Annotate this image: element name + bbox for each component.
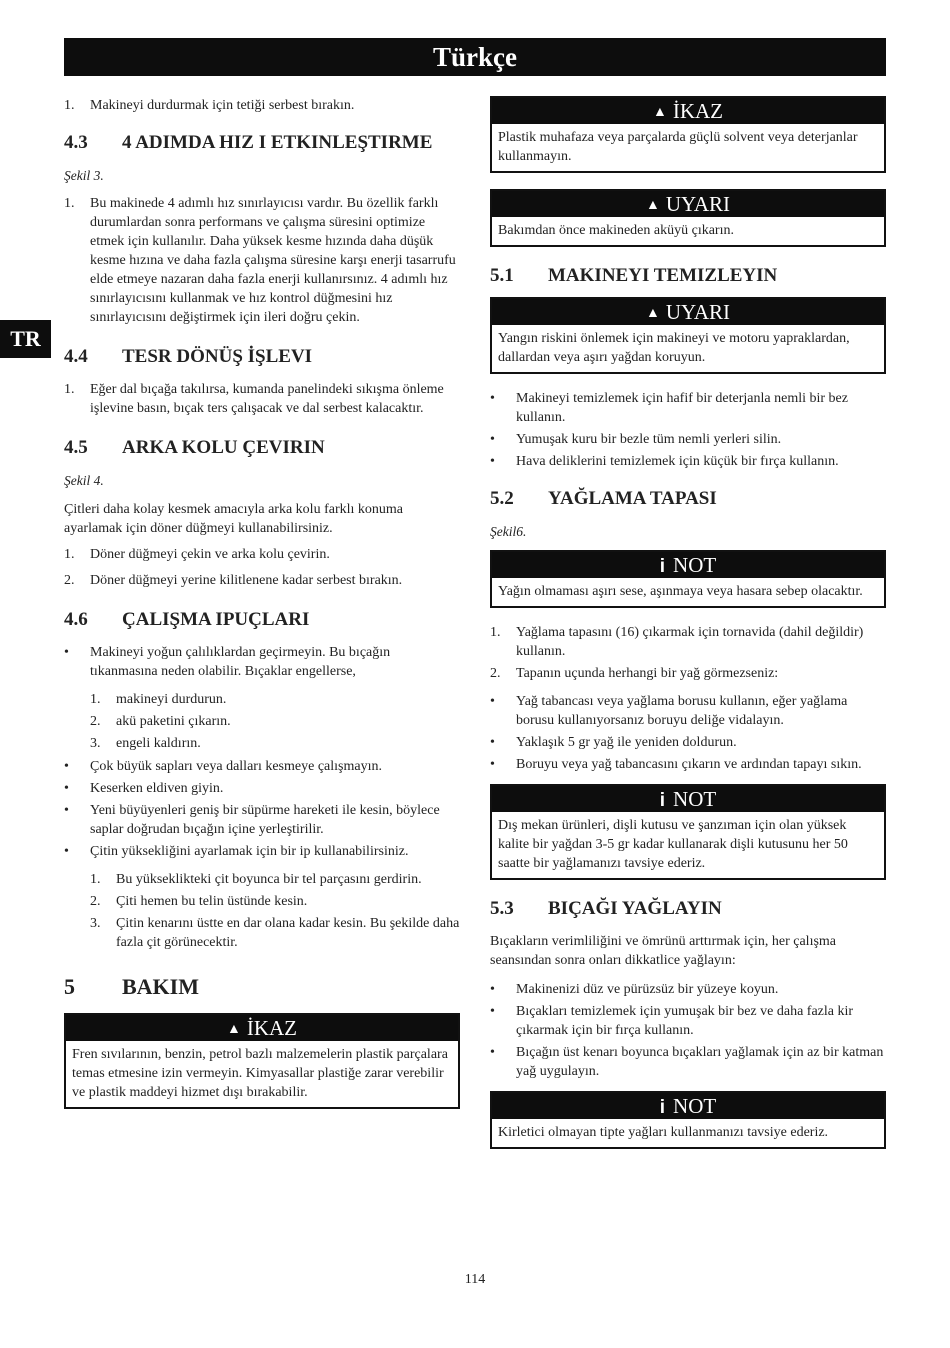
figure-reference: Şekil 4. (64, 473, 104, 488)
tips-sublist (64, 690, 460, 753)
list-item: • Bıçakları temizlemek için yumuşak bir bez ve daha fazla kir çıkarmak için bir fırça kullanın. (490, 1004, 854, 1038)
list-item: • Boruyu veya yağ tabancasını çıkarın ve ardından tapayı sıkın. (490, 757, 862, 772)
note-box (490, 784, 886, 880)
warning-text: Yangın riskini önlemek için makineyi ve motoru yapraklardan, dallardan veya aşırı yağdan koruyun. (498, 331, 850, 365)
tips-sublist (64, 870, 460, 952)
warning-header: ▲ İKAZ (66, 1015, 458, 1041)
list-item: 1. Makineyi durdurmak için tetiği serbest bırakın. (64, 98, 355, 113)
warning-text: Plastik muhafaza veya parçalarda güçlü solvent veya deterjanlar kullanmayın. (498, 130, 858, 164)
note-text: Kirletici olmayan tipte yağları kullanmanızı tavsiye ederiz. (498, 1125, 829, 1140)
section-heading-5: 5 BAKIM (64, 974, 199, 999)
note-box (490, 550, 886, 608)
list-item: • Keserken eldiven giyin. (64, 781, 224, 796)
warning-text: Fren sıvılarının, benzin, petrol bazlı malzemelerin plastik parçalara temas etmesine izin vermeyin. Kimyasallar plastiğe zarar verebilir ve plastik maddeyi hizmet dışı bırakabilir. (72, 1047, 448, 1100)
list-item: 1. Bu makinede 4 adımlı hız sınırlayıcısı vardır. Bu özellik farklı durumlardan sonra performans ve çalışma süresini optimize etmek için kullanılır. Daha yüksek kesme hızında daha düşük kesme hızına ve daha fazla çalışma süresine karşı enerji tasarrufu elde etmeye nazaran daha fazla enerji kullanırsınız. 4 adımlı hız sınırlayıcısını kullanmak ve hız kontrol düğmesini hız sınırlayıcısını değiştirmek için ileri doğru çekin. (64, 196, 456, 325)
right-column (490, 96, 886, 1149)
warning-triangle-icon: ▲ (652, 105, 667, 120)
list-item: • Yeni büyüyenleri geniş bir süpürme hareketi ile kesin, böylece saplar doğrudan bıçağın içine yerleştirilir. (64, 803, 440, 837)
lubrication-steps (490, 623, 886, 683)
list-item: 1. Döner düğmeyi çekin ve arka kolu çevirin. (64, 547, 330, 562)
section-heading-5-3: 5.3 BIÇAĞI YAĞLAYIN (490, 898, 722, 919)
warning-triangle-icon: ▲ (645, 198, 660, 213)
note-header: i NOT (492, 552, 884, 578)
info-icon: i (659, 556, 666, 577)
left-column (64, 96, 460, 1109)
section-heading-4-4: 4.4 TESR DÖNÜŞ İŞLEVI (64, 346, 313, 367)
warning-triangle-icon: ▲ (645, 306, 660, 321)
list-item: 3. engeli kaldırın. (90, 736, 201, 751)
paragraph: Bıçakların verimliliğini ve ömrünü arttırmak için, her çalışma seansından sonra onları dikkatlice yağlayın: (490, 934, 837, 968)
list-item: • Çok büyük sapları veya dalları kesmeye çalışmayın. (64, 759, 382, 774)
list-item: 2. Tapanın uçunda herhangi bir yağ görmezseniz: (490, 666, 779, 681)
warning-header: ▲ UYARI (492, 299, 884, 325)
section-heading-5-2: 5.2 YAĞLAMA TAPASI (490, 488, 717, 509)
tips-list (64, 643, 460, 681)
list-item: • Hava deliklerini temizlemek için küçük bir fırça kullanın. (490, 454, 839, 469)
list-item: • Bıçağın üst kenarı boyunca bıçakları yağlamak için az bir katman yağ uygulayın. (490, 1045, 884, 1079)
note-box (490, 1091, 886, 1149)
intro-list (64, 96, 460, 115)
warning-box (490, 189, 886, 247)
list-item: 2. akü paketini çıkarın. (90, 714, 231, 729)
list-item: 1. Eğer dal bıçağa takılırsa, kumanda panelindeki sıkışma önleme işlevine basın, bıçak ters çalışacak ve dal serbest kalacaktır. (64, 382, 444, 416)
section-heading-4-3: 4.3 4 ADIMDA HIZ I ETKINLEŞTIRME (64, 132, 433, 153)
paragraph: Çitleri daha kolay kesmek amacıyla arka kolu farklı konuma ayarlamak için döner düğmeyi kullanabilirsiniz. (64, 502, 403, 536)
list-item: • Çitin yüksekliğini ayarlamak için bir ip kullanabilirsiniz. (64, 844, 409, 859)
list-item: • Makineyi yoğun çalılıklardan geçirmeyin. Bu bıçağın tıkanmasına neden olabilir. Bıçaklar engellerse, (64, 645, 391, 679)
figure-reference: Şekil6. (490, 524, 527, 539)
warning-box (64, 1013, 460, 1109)
list-item: 1. Bu yükseklikteki çit boyunca bir tel parçasını gerdirin. (90, 872, 422, 887)
list-item: • Yumuşak kuru bir bezle tüm nemli yerleri silin. (490, 432, 782, 447)
list-item: 3. Çitin kenarını üstte en dar olana kadar kesin. Bu şekilde daha fazla çit görünecektir. (90, 916, 460, 950)
info-icon: i (659, 790, 666, 811)
lubrication-bullets (490, 692, 886, 774)
note-header: i NOT (492, 786, 884, 812)
warning-text: Bakımdan önce makineden aküyü çıkarın. (498, 223, 734, 238)
warning-header: ▲ İKAZ (492, 98, 884, 124)
language-tab: TR (0, 320, 51, 358)
note-text: Dış mekan ürünleri, dişli kutusu ve şanzıman için olan yüksek kalite bir yağdan 3-5 gr kadar kullanarak dişli kutusunu her 50 saatte bir yağlamanızı tavsiye ederiz. (498, 818, 848, 871)
warning-box (490, 96, 886, 173)
cleaning-list (490, 389, 886, 471)
warning-box (490, 297, 886, 374)
tips-list (64, 757, 460, 861)
page-number: 114 (464, 1272, 486, 1287)
warning-header: ▲ UYARI (492, 191, 884, 217)
info-icon: i (659, 1097, 666, 1118)
page-title: Türkçe (64, 38, 886, 76)
speed-list (64, 194, 460, 327)
warning-triangle-icon: ▲ (226, 1022, 241, 1037)
list-item: • Makinenizi düz ve pürüzsüz bir yüzeye koyun. (490, 982, 779, 997)
note-text: Yağın olmaması aşırı sese, aşınmaya veya hasara sebep olacaktır. (498, 584, 863, 599)
section-heading-4-6: 4.6 ÇALIŞMA IPUÇLARI (64, 609, 310, 630)
section-heading-4-5: 4.5 ARKA KOLU ÇEVIRIN (64, 437, 325, 458)
list-item: • Makineyi temizlemek için hafif bir deterjanla nemli bir bez kullanın. (490, 391, 848, 425)
list-item: 1. Yağlama tapasını (16) çıkarmak için tornavida (dahil değildir) kullanın. (490, 625, 864, 659)
rear-handle-list (64, 545, 460, 590)
section-heading-5-1: 5.1 MAKINEYI TEMIZLEYIN (490, 265, 778, 286)
note-header: i NOT (492, 1093, 884, 1119)
list-item: • Yağ tabancası veya yağlama borusu kullanın, eğer yağlama borusu kullanıyorsanız boruyu deliğe vidalayın. (490, 694, 848, 728)
blade-list (490, 980, 886, 1081)
list-item: 1. makineyi durdurun. (90, 692, 227, 707)
reverse-list (64, 380, 460, 418)
figure-reference: Şekil 3. (64, 168, 104, 183)
list-item: • Yaklaşık 5 gr yağ ile yeniden doldurun. (490, 735, 737, 750)
list-item: 2. Döner düğmeyi yerine kilitlenene kadar serbest bırakın. (64, 573, 403, 588)
list-item: 2. Çiti hemen bu telin üstünde kesin. (90, 894, 308, 909)
